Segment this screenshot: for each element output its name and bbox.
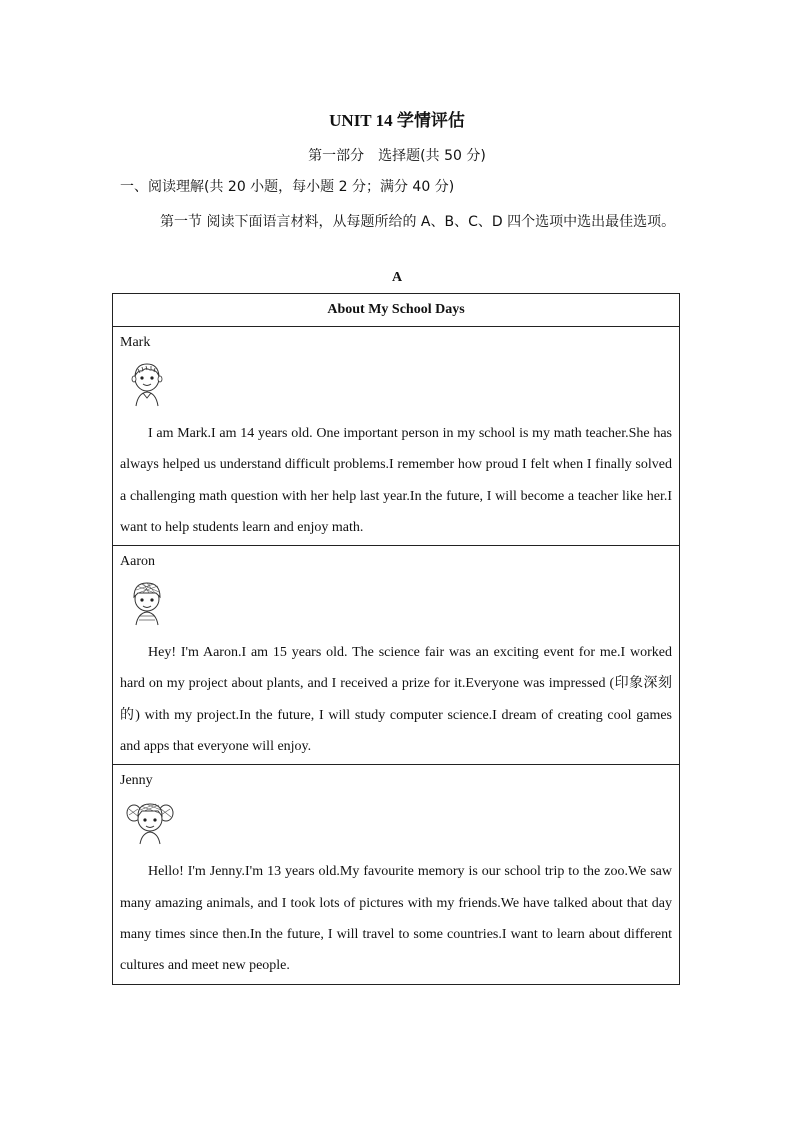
table-title: About My School Days bbox=[113, 294, 679, 327]
boy-checkered-hair-avatar-icon bbox=[126, 580, 168, 626]
person-name: Mark bbox=[120, 335, 151, 350]
person-name: Jenny bbox=[120, 773, 153, 789]
person-statement: Hello! I'm Jenny.I'm 13 years old.My favourite memory is our school trip to the zoo.We saw many amazing animals, and I took lots of pictures with my friends.We have talked about that day many times since then.In the future, I will travel to some countries.I want to learn about different cultures and meet new people. bbox=[120, 864, 672, 974]
passage-table bbox=[112, 293, 680, 985]
boy-avatar-icon bbox=[126, 361, 168, 407]
page-title: UNIT 14 学情评估 bbox=[329, 111, 465, 130]
instruction-text: 第一节 阅读下面语言材料，从每题所给的 A、B、C、D 四个选项中选出最佳选项。 bbox=[160, 214, 676, 230]
person-statement: I am Mark.I am 14 years old. One important person in my school is my math teacher.She has always helped us understand difficult problems.I remember how proud I felt when I finally solved a challenging math question with her help last year.In the future, I will become a teacher like her.I want to help students learn and enjoy math. bbox=[120, 426, 672, 535]
section-heading: 一、阅读理解(共 20 小题，每小题 2 分；满分 40 分) bbox=[120, 179, 455, 195]
passage-letter: A bbox=[391, 270, 403, 285]
person-row-jenny bbox=[113, 765, 679, 983]
person-statement: Hey! I'm Aaron.I am 15 years old. The science fair was an exciting event for me.I worked hard on my project about plants, and I received a prize for it.Everyone was impressed (印象深刻的) with my project.In the future, I will study computer science.I dream of creating cool games and apps that everyone will enjoy. bbox=[120, 645, 672, 755]
person-name: Aaron bbox=[120, 554, 155, 570]
girl-pigtails-avatar-icon bbox=[126, 799, 174, 845]
person-row-mark bbox=[113, 327, 679, 546]
part-heading: 第一部分 选择题(共 50 分) bbox=[308, 148, 486, 164]
person-row-aaron bbox=[113, 546, 679, 765]
